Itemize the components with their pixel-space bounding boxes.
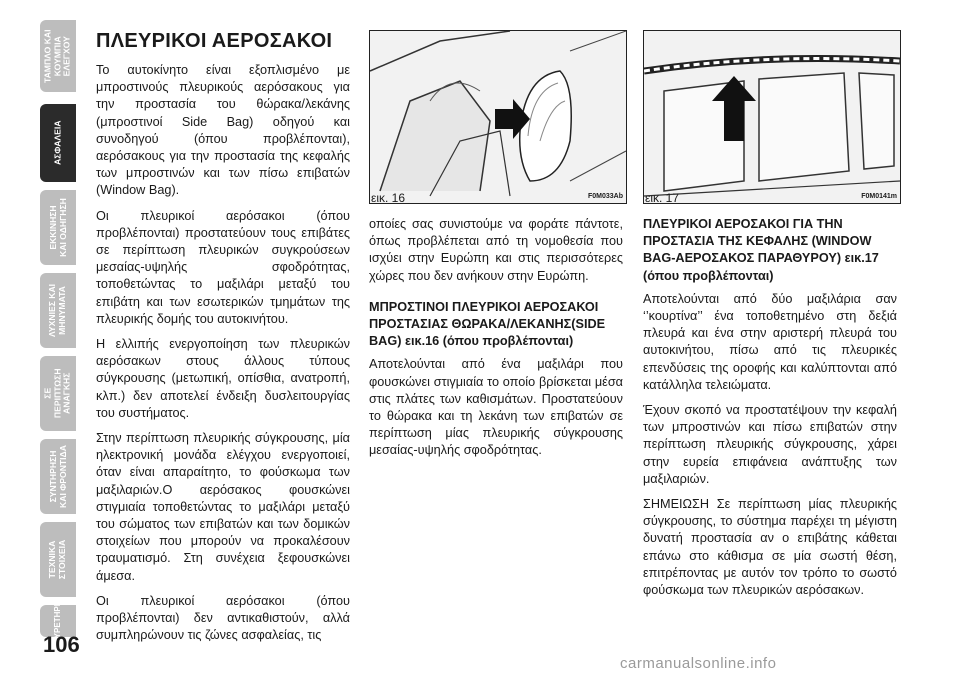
figure-number: εικ. 17 — [645, 191, 680, 205]
figure-16-side-bag — [369, 30, 627, 204]
figure-code: F0M0141m — [861, 193, 897, 200]
paragraph: Έχουν σκοπό να προστατέψουν την κεφαλή των μπροστινών και πίσω επιβατών στην περίπτωση πλευρικής σύγκρουσης, χάρει στην ευρεία επιφάνεια ανάπτυξης των μαξιλαριών. — [643, 403, 897, 486]
tab-starting-driving[interactable] — [40, 190, 76, 265]
paragraph: Το αυτοκίνητο είναι εξοπλισμένο με μπροστινούς πλευρικούς αερόσακους για την προστασία του θώρακα/λεκάνης (μπροστινοί Side Bag) οδηγού και συνοδηγού (όπου προβλέπονται), αερόσακους για την προστασία της κεφαλής των μπροστινών και των πίσω επιβατών (Window Bag). — [96, 63, 350, 198]
tab-label: ΤΑΜΠΛΟ ΚΑΙ ΚΟΥΜΠΙΑ ΕΛΕΓΧΟΥ — [42, 29, 72, 83]
column-3 — [643, 216, 897, 607]
seat-airbag-illustration — [370, 31, 626, 203]
paragraph: Οι πλευρικοί αερόσακοι (όπου προβλέπονται) δεν αντικαθιστούν, αλλά συμπληρώνουν τις ζώνες ασφαλείας, τις — [96, 593, 350, 643]
tab-label: ΕΚΚΙΝΗΣΗ ΚΑΙ ΟΔΗΓΗΣΗ — [47, 198, 68, 257]
tab-dashboard-controls[interactable] — [40, 20, 76, 92]
figure-16-caption — [369, 191, 625, 207]
paragraph: Η ελλιπής ενεργοποίηση των πλευρικών αερόσακων στους άλλους τύπους σύγκρουσης (μετωπική, οπίσθια, ανατροπή, κλπ.) δεν αποτελεί ένδειξη δυσλειτουργίας του συστήματος. — [96, 337, 350, 420]
tab-safety[interactable] — [40, 104, 76, 182]
column-2 — [369, 216, 623, 468]
figure-17-caption — [643, 191, 899, 207]
tab-label: ΕΥΡΕΤΗΡΙΟ — [53, 598, 63, 644]
paragraph: Αποτελούνται από δύο μαξιλάρια σαν ‘’κουρτίνα’’ ένα τοποθετημένο στη δεξιά πλευρά και ένα στην αριστερή πλευρά του αυτοκινήτου, πίσω από τις πλευρικές επενδύσεις της οροφής και καλύπτονται από κατάλληλα τελειώματα. — [643, 291, 897, 392]
paragraph: οποίες σας συνιστούμε να φοράτε πάντοτε, όπως προβλέπεται από τη νομοθεσία που ισχύει στην Ευρώπη και στις περισσότερες χώρες που δεν ανήκουν στην Ευρώπη. — [369, 217, 623, 283]
note-paragraph: ΣΗΜΕΙΩΣΗ Σε περίπτωση μίας πλευρικής σύγκρουσης, το σύστημα παρέχει τη μέγιστη δυνατή προστασία αν ο επιβάτης κάθεται επάνω στο κάθισμα σε μία σωστή θέση, επιτρέποντας με αυτόν τον τρόπο το σωστό φούσκωμα των πλευρικών αερόσακων. — [643, 497, 897, 598]
figure-number: εικ. 16 — [371, 191, 406, 205]
page-title: ΠΛΕΥΡΙΚΟΙ ΑΕΡΟΣΑΚΟΙ — [96, 30, 333, 52]
section-heading-window-bag: ΠΛΕΥΡΙΚΟΙ ΑΕΡΟΣΑΚΟΙ ΓΙΑ ΤΗΝ ΠΡΟΣΤΑΣΙΑ ΤΗΣ ΚΕΦΑΛΗΣ (WINDOW BAG-ΑΕΡΟΣΑΚΟΣ ΠΑΡΑΘΥΡΟΥ) εικ.17 (όπου προβλέπονται) — [643, 217, 879, 283]
watermark: carmanualsonline.info — [620, 655, 777, 672]
figure-17-window-bag — [643, 30, 901, 204]
tab-label: ΛΥΧΝΙΕΣ ΚΑΙ ΜΗΝΥΜΑΤΑ — [47, 283, 67, 338]
paragraph: Στην περίπτωση πλευρικής σύγκρουσης, μία ηλεκτρονική μονάδα ελέγχου ενεργοποιεί, όταν είναι απαραίτητο, το φούσκωμα των μαξιλαριών.Ο αερόσακος φουσκώνει στιγμιαία τοποθετώντας το μαξιλάρι μεταξύ του σώματος των επιβατών και των δομικών στοιχείων που μπορούν να προκαλέσουν τραυματισμό. Στη συνέχεια ξεφουσκώνει άμεσα. — [96, 431, 350, 583]
tab-emergency[interactable] — [40, 356, 76, 431]
tab-label: ΑΣΦΑΛΕΙΑ — [52, 120, 63, 166]
section-heading-side-bag: ΜΠΡΟΣΤΙΝΟΙ ΠΛΕΥΡΙΚΟΙ ΑΕΡΟΣΑΚΟΙ ΠΡΟΣΤΑΣΙΑΣ ΘΩΡΑΚΑ/ΛΕΚΑΝΗΣ(SIDE BAG) εικ.16 (όπου προβλέπονται) — [369, 299, 606, 349]
paragraph: Αποτελούνται από ένα μαξιλάρι που φουσκώνει στιγμιαία το οποίο βρίσκεται μέσα στις πλάτες των καθισμάτων. Προστατεύουν το θώρακα και τη λεκάνη των επιβατών σε περίπτωση μίας πλευρικής σύγκρουσης μεσαίας-υψηλής σφοδρότητας. — [369, 357, 623, 458]
tab-label: ΤΕΧΝΙΚΑ ΣΤΟΙΧΕΙΑ — [47, 539, 68, 580]
paragraph: Οι πλευρικοί αερόσακοι (όπου προβλέπονται) προστατεύουν τους επιβάτες σε περίπτωση πλευρικών συγκρούσεων μεσαίας-υψηλής σφοδρότητας, τοποθετώντας το μαξιλάρι μεταξύ του επιβάτη και των εσωτερικών τμημάτων της πλευρικής δομής του αυτοκινήτου. — [96, 208, 350, 326]
column-1 — [96, 62, 350, 653]
window-airbag-illustration — [644, 31, 900, 203]
figure-code: F0M033Ab — [587, 193, 623, 200]
tab-warning-lights[interactable] — [40, 273, 76, 348]
tab-label: ΣΕ ΠΕΡΙΠΤΩΣΗ ΑΝΑΓΚΗΣ — [42, 368, 72, 419]
tab-maintenance[interactable] — [40, 439, 76, 514]
page-number: 106 — [43, 632, 80, 657]
tab-label: ΣΥΝΤΗΡΗΣΗ ΚΑΙ ΦΡΟΝΤΙΔΑ — [47, 445, 68, 508]
tab-technical-data[interactable] — [40, 522, 76, 597]
